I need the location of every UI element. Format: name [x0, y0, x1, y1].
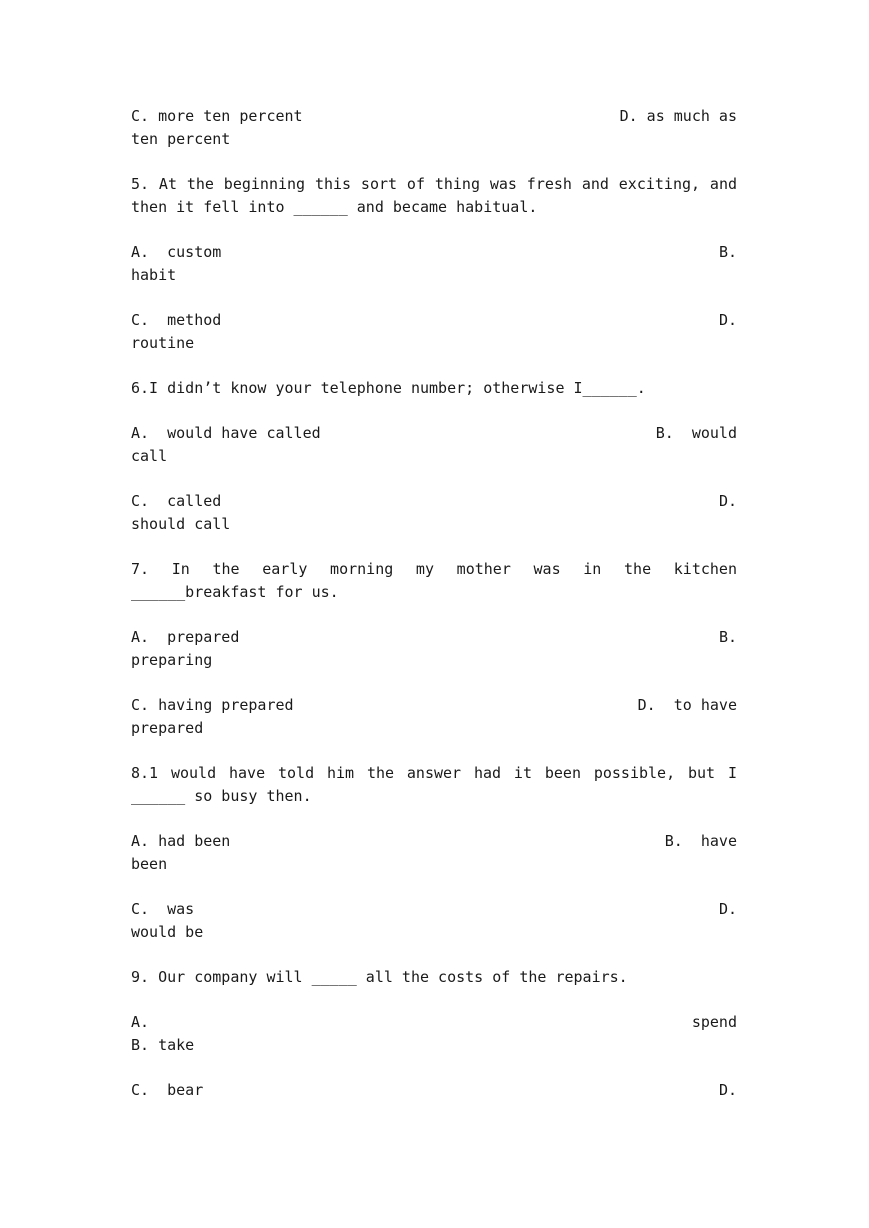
option-left: A. would have called: [131, 424, 321, 442]
option-right: B.: [718, 628, 737, 646]
document-page: [131, 105, 737, 1124]
option-row: [131, 422, 737, 468]
option-row: [131, 1079, 737, 1102]
option-right: B. would: [655, 424, 737, 442]
option-left: C. method: [131, 311, 222, 329]
option-row: [131, 898, 737, 944]
question-6: 6.I didn’t know your telephone number; otherwise I______.: [131, 379, 646, 397]
option-wrap: been: [131, 855, 168, 873]
option-left: C. called: [131, 492, 222, 510]
option-right: D.: [718, 900, 737, 918]
option-wrap: call: [131, 447, 168, 465]
option-row: [131, 490, 737, 536]
option-wrap: B. take: [131, 1036, 195, 1054]
option-row: [131, 105, 737, 151]
option-wrap: habit: [131, 266, 177, 284]
option-right: B.: [718, 243, 737, 261]
option-wrap: routine: [131, 334, 195, 352]
option-left: C. having prepared: [131, 696, 294, 714]
option-right: D.: [718, 311, 737, 329]
option-right: D. to have: [637, 696, 737, 714]
option-right: spend: [691, 1013, 737, 1031]
option-wrap: would be: [131, 923, 204, 941]
option-wrap: ten percent: [131, 130, 231, 148]
option-row: [131, 1011, 737, 1057]
option-left: A. had been: [131, 832, 231, 850]
option-wrap: should call: [131, 515, 231, 533]
option-left: A. custom: [131, 243, 222, 261]
option-row: [131, 626, 737, 672]
option-left: A.: [131, 1013, 150, 1031]
option-row: [131, 694, 737, 740]
option-row: [131, 830, 737, 876]
option-right: B. have: [664, 832, 737, 850]
option-right: D.: [718, 1081, 737, 1099]
option-row: [131, 309, 737, 355]
option-left: C. more ten percent: [131, 107, 303, 125]
question-9: 9. Our company will _____ all the costs of the repairs.: [131, 968, 628, 986]
option-right: D.: [718, 492, 737, 510]
question-7: 7. In the early morning my mother was in the kitchen ______breakfast for us.: [131, 560, 737, 601]
question-8: 8.1 would have told him the answer had it been possible, but I ______ so busy then.: [131, 764, 737, 805]
option-left: A. prepared: [131, 628, 240, 646]
option-wrap: preparing: [131, 651, 213, 669]
option-left: C. bear: [131, 1081, 204, 1099]
option-row: [131, 241, 737, 287]
option-left: C. was: [131, 900, 195, 918]
option-right: D. as much as: [619, 107, 737, 125]
option-wrap: prepared: [131, 719, 204, 737]
question-5: 5. At the beginning this sort of thing was fresh and exciting, and then it fell into ______ and became habitual.: [131, 175, 737, 216]
